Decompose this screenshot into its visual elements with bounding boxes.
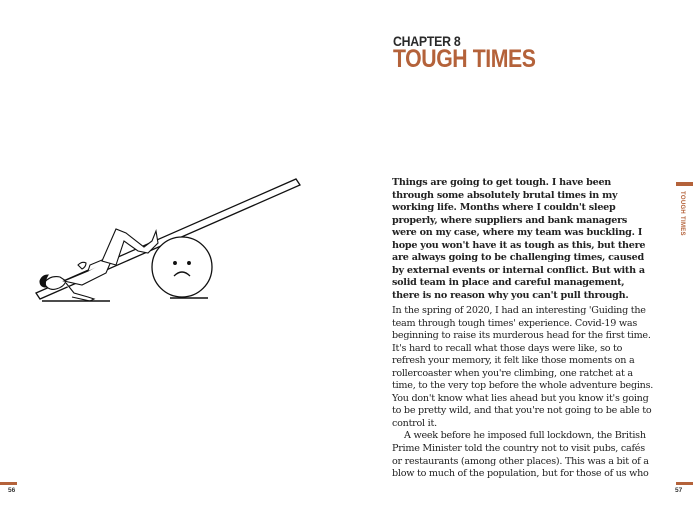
chapter-label: CHAPTER 8 (393, 33, 461, 49)
left-page (0, 0, 346, 513)
intro-paragraph (392, 177, 654, 302)
folio-bar-right (676, 482, 693, 485)
side-tab-marker (676, 182, 693, 186)
body-paragraphs (392, 305, 654, 481)
right-page (346, 0, 693, 513)
body-paragraph-1: In the spring of 2020, I had an interesting 'Guiding the team through tough times' experience. Covid-19 was beginning to raise its murderous head for the first time. It's hard to recall what those days were like, so to refresh your memory, it felt like those moments on a rollercoaster when you're climbing, one ratchet at a time, to the very top before the whole adventure begins. You don't know what lies ahead but you know it's going to be pretty wild, and that you're not going to be able to control it. (392, 305, 654, 429)
folio-bar-left (0, 482, 17, 485)
body-paragraph-2: A week before he imposed full lockdown, the British Prime Minister told the country not to visit pubs, cafés or restaurants (among other places). This was a bit of a blow to much of the population, but for those of us who (392, 430, 649, 480)
sad-face-ball-icon (152, 237, 212, 298)
page-number-right: 57 (675, 487, 683, 494)
chapter-title: TOUGH TIMES (393, 45, 536, 73)
page-number-left: 56 (8, 487, 16, 494)
illustration-person-lifting-plank (30, 175, 310, 305)
side-chapter-label: TOUGH TIMES (679, 191, 685, 236)
intro-text: Things are going to get tough. I have been through some absolutely brutal times in my working life. Months where I couldn't sleep properly, where suppliers and bank managers were on my case, where my team was buckling. I hope you won't have it as tough as this, but there are always going to be challenging times, caused by external events or internal conflict. But with a solid team in place and careful management, there is no reason why you can't pull through. (392, 177, 646, 301)
